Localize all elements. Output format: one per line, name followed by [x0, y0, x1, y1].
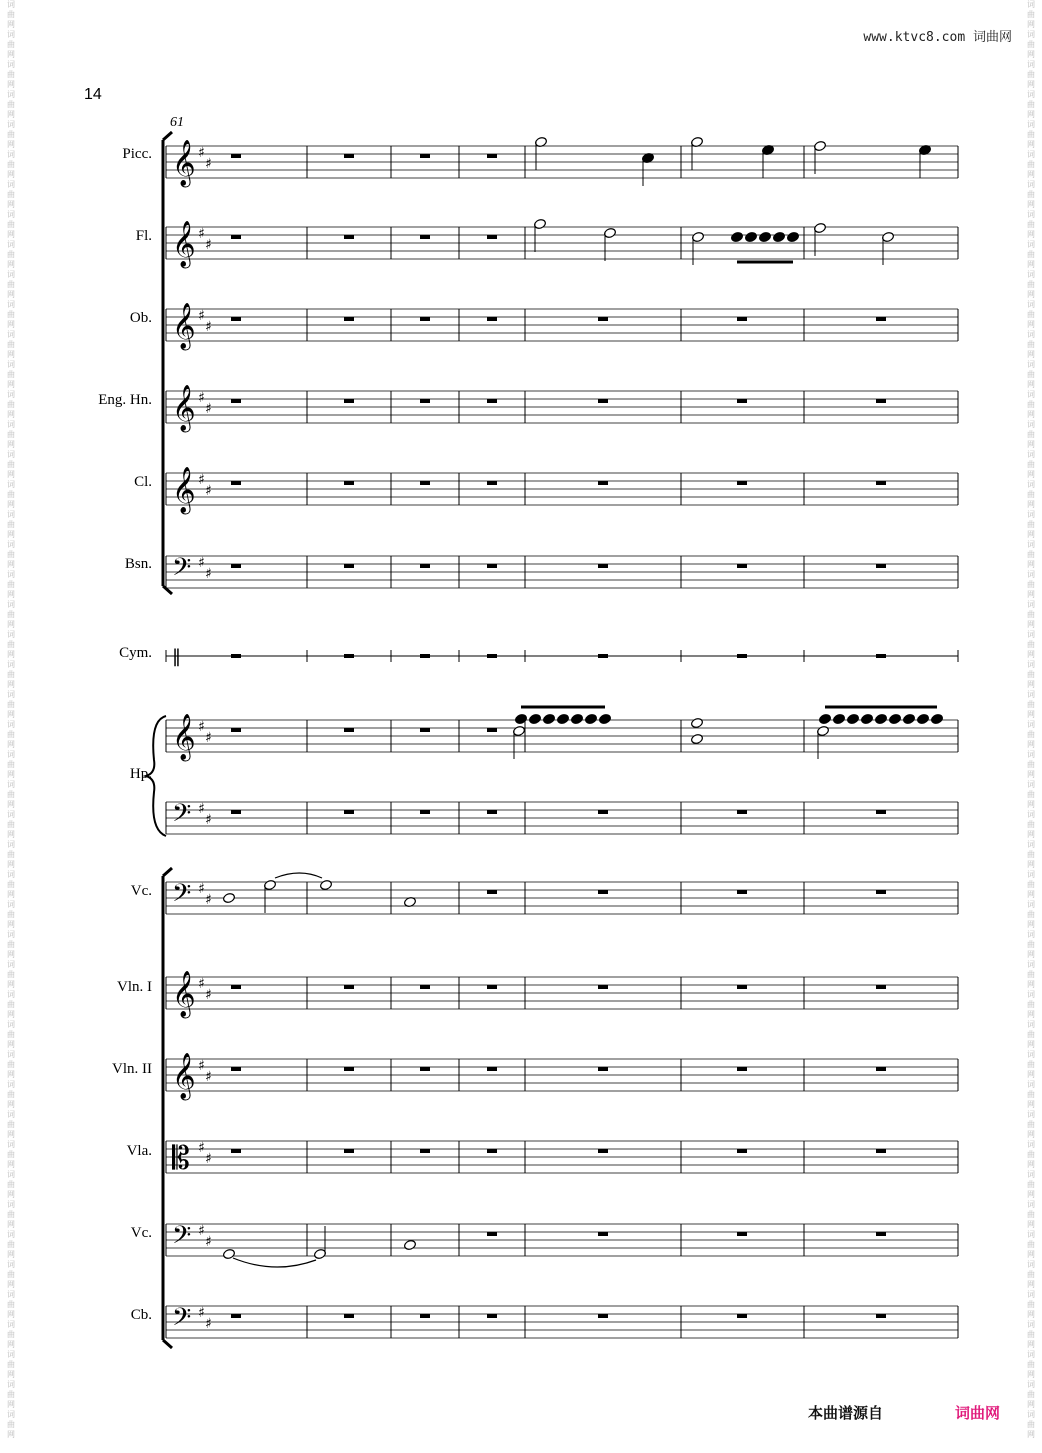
- instrument-label: Ob.: [129, 310, 152, 326]
- rest-icon: [344, 317, 354, 321]
- sharp-icon: ♯: [205, 156, 212, 172]
- clef-icon: 𝄢: [172, 879, 192, 914]
- rest-icon: [231, 1149, 241, 1153]
- rest-icon: [487, 154, 497, 158]
- rest-icon: [598, 1149, 608, 1153]
- note: [403, 1239, 416, 1250]
- staff: [166, 140, 958, 188]
- note: [930, 713, 943, 724]
- staff: [166, 553, 958, 588]
- rest-icon: [344, 564, 354, 568]
- staff: [166, 1139, 958, 1177]
- note: [846, 713, 859, 724]
- sharp-icon: ♯: [205, 987, 212, 1003]
- staff: [166, 879, 958, 914]
- sharp-icon: ♯: [205, 237, 212, 253]
- rest-icon: [487, 890, 497, 894]
- sharp-icon: ♯: [198, 1058, 205, 1074]
- rest-icon: [737, 481, 747, 485]
- rest-icon: [737, 317, 747, 321]
- rest-icon: [598, 399, 608, 403]
- staff: [166, 385, 958, 433]
- rest-icon: [487, 985, 497, 989]
- staff: [166, 1303, 958, 1338]
- instrument-label: Vln. II: [112, 1061, 152, 1077]
- note: [744, 231, 757, 242]
- rest-icon: [737, 1149, 747, 1153]
- clef-icon: 𝄢: [172, 1303, 192, 1338]
- staff: [166, 467, 958, 515]
- rest-icon: [876, 890, 886, 894]
- staff: [166, 303, 958, 351]
- staff: [166, 1221, 958, 1256]
- staves: [166, 140, 958, 1338]
- staff: [166, 799, 958, 834]
- sharp-icon: ♯: [198, 555, 205, 571]
- note: [584, 713, 597, 724]
- rest-icon: [420, 481, 430, 485]
- rest-icon: [598, 317, 608, 321]
- note: [556, 713, 569, 724]
- string-bracket: [163, 868, 172, 1348]
- clef-icon: 𝄞: [172, 1053, 196, 1099]
- note: [690, 717, 703, 728]
- note: [860, 713, 873, 724]
- staff: [166, 1053, 958, 1101]
- rest-icon: [487, 728, 497, 732]
- rest-icon: [344, 1314, 354, 1318]
- rest-icon: [420, 654, 430, 658]
- note: [514, 713, 527, 724]
- staff: [166, 221, 958, 269]
- rest-icon: [231, 317, 241, 321]
- instrument-label: Cym.: [119, 645, 152, 661]
- rest-icon: [420, 564, 430, 568]
- sharp-icon: ♯: [198, 1140, 205, 1156]
- note: [570, 713, 583, 724]
- sharp-icon: ♯: [198, 881, 205, 897]
- rest-icon: [231, 399, 241, 403]
- site-url[interactable]: www.ktvc8.com: [863, 30, 966, 45]
- rest-icon: [344, 235, 354, 239]
- rest-icon: [231, 1067, 241, 1071]
- rest-icon: [420, 810, 430, 814]
- footer-logo[interactable]: 词曲网: [955, 1404, 1001, 1422]
- rest-icon: [344, 654, 354, 658]
- note: [542, 713, 555, 724]
- instrument-label: Bsn.: [124, 556, 152, 572]
- rest-icon: [598, 654, 608, 658]
- rest-icon: [737, 1314, 747, 1318]
- rest-icon: [420, 728, 430, 732]
- rest-icon: [487, 810, 497, 814]
- rest-icon: [231, 481, 241, 485]
- rest-icon: [598, 810, 608, 814]
- clef-icon: 𝄞: [172, 221, 196, 267]
- staff: [166, 971, 958, 1019]
- sharp-icon: ♯: [198, 145, 205, 161]
- rest-icon: [420, 1314, 430, 1318]
- rest-icon: [487, 1149, 497, 1153]
- rest-icon: [487, 1067, 497, 1071]
- rest-icon: [487, 564, 497, 568]
- measure-number: 61: [170, 115, 184, 130]
- page-number: 14: [84, 86, 102, 103]
- rest-icon: [876, 1232, 886, 1236]
- rest-icon: [487, 1314, 497, 1318]
- rest-icon: [344, 728, 354, 732]
- rest-icon: [420, 317, 430, 321]
- rest-icon: [231, 1314, 241, 1318]
- instrument-label: Cl.: [134, 474, 152, 490]
- note: [319, 879, 332, 890]
- clef-icon: 𝄡: [172, 1139, 190, 1177]
- rest-icon: [737, 1067, 747, 1071]
- note: [730, 231, 743, 242]
- rest-icon: [420, 235, 430, 239]
- rest-icon: [876, 1149, 886, 1153]
- instrument-label: Eng. Hn.: [98, 392, 152, 408]
- rest-icon: [876, 985, 886, 989]
- clef-icon: 𝄢: [172, 1221, 192, 1256]
- rest-icon: [876, 810, 886, 814]
- instrument-label: Vc.: [130, 883, 152, 899]
- rest-icon: [487, 1232, 497, 1236]
- note: [902, 713, 915, 724]
- sharp-icon: ♯: [205, 566, 212, 582]
- rest-icon: [598, 1314, 608, 1318]
- sharp-icon: ♯: [198, 1223, 205, 1239]
- rest-icon: [344, 985, 354, 989]
- sharp-icon: ♯: [198, 390, 205, 406]
- note: [222, 892, 235, 903]
- note: [758, 231, 771, 242]
- sharp-icon: ♯: [198, 976, 205, 992]
- rest-icon: [344, 1149, 354, 1153]
- clef-icon: 𝄢: [172, 799, 192, 834]
- rest-icon: [487, 481, 497, 485]
- note: [874, 713, 887, 724]
- sharp-icon: ♯: [205, 730, 212, 746]
- sharp-icon: ♯: [205, 1069, 212, 1085]
- rest-icon: [876, 317, 886, 321]
- clef-icon: 𝄞: [172, 971, 196, 1017]
- note: [818, 713, 831, 724]
- rest-icon: [420, 985, 430, 989]
- sharp-icon: ♯: [198, 472, 205, 488]
- rest-icon: [876, 399, 886, 403]
- note: [916, 713, 929, 724]
- rest-icon: [737, 985, 747, 989]
- clef-icon: 𝄞: [172, 714, 196, 760]
- rest-icon: [420, 1067, 430, 1071]
- sharp-icon: ♯: [205, 1316, 212, 1332]
- rest-icon: [737, 890, 747, 894]
- instrument-label: Vc.: [130, 1225, 152, 1241]
- clef-icon: 𝄞: [172, 385, 196, 431]
- rest-icon: [737, 654, 747, 658]
- rest-icon: [487, 235, 497, 239]
- instrument-label: Fl.: [135, 228, 152, 244]
- rest-icon: [598, 564, 608, 568]
- sharp-icon: ♯: [205, 892, 212, 908]
- rest-icon: [876, 1314, 886, 1318]
- rest-icon: [420, 1149, 430, 1153]
- rest-icon: [598, 1232, 608, 1236]
- rest-icon: [737, 1232, 747, 1236]
- site-name[interactable]: 词曲网: [972, 30, 1012, 45]
- rest-icon: [876, 564, 886, 568]
- instrument-label: Vla.: [126, 1143, 152, 1159]
- rest-icon: [344, 154, 354, 158]
- staff: [166, 646, 958, 667]
- rest-icon: [876, 654, 886, 658]
- note: [786, 231, 799, 242]
- sharp-icon: ♯: [205, 1234, 212, 1250]
- rest-icon: [231, 654, 241, 658]
- rest-icon: [420, 154, 430, 158]
- wind-bracket: [163, 132, 172, 594]
- note: [832, 713, 845, 724]
- note: [772, 231, 785, 242]
- rest-icon: [487, 317, 497, 321]
- left-watermark-strip: 词 曲 网 词 曲 网 词 曲 网 词 曲 网 词 曲 网 词 曲 网 词 曲 网 词 曲 网 词 曲 网 词 曲 网 词 曲 网 词 曲 网 词 曲 网 词 曲 网 词 曲 网 词 曲 网 词 曲 网 词 曲 网 词 曲 网 词 曲 网 词 曲 网 词 曲 网 词 曲 网 词 曲 网 词 曲 网 词 曲 网 词 曲 网 词 曲 网 词 曲 网 词 曲 网 词 曲 网 词 曲 网 词 曲 网 词 曲 网 词 曲 网 词 曲 网 词 曲 网 词 曲 网 词 曲 网 词 曲 网 词 曲 网 词 曲 网 词 曲 网 词 曲 网 词 曲 网 词 曲 网 词 曲 网 词 曲 网: [7, 0, 15, 1439]
- sharp-icon: ♯: [205, 319, 212, 335]
- rest-icon: [231, 235, 241, 239]
- note: [598, 713, 611, 724]
- note: [690, 733, 703, 744]
- clef-icon: 𝄞: [172, 303, 196, 349]
- right-watermark-strip: 词 曲 网 词 曲 网 词 曲 网 词 曲 网 词 曲 网 词 曲 网 词 曲 网 词 曲 网 词 曲 网 词 曲 网 词 曲 网 词 曲 网 词 曲 网 词 曲 网 词 曲 网 词 曲 网 词 曲 网 词 曲 网 词 曲 网 词 曲 网 词 曲 网 词 曲 网 词 曲 网 词 曲 网 词 曲 网 词 曲 网 词 曲 网 词 曲 网 词 曲 网 词 曲 网 词 曲 网 词 曲 网 词 曲 网 词 曲 网 词 曲 网 词 曲 网 词 曲 网 词 曲 网 词 曲 网 词 曲 网 词 曲 网 词 曲 网 词 曲 网 词 曲 网 词 曲 网 词 曲 网 词 曲 网 词 曲 网: [1027, 0, 1035, 1439]
- sharp-icon: ♯: [205, 812, 212, 828]
- sharp-icon: ♯: [205, 1151, 212, 1167]
- clef-icon: 𝄢: [172, 553, 192, 588]
- instrument-label: Vln. I: [117, 979, 152, 995]
- clef-icon: 𝄞: [172, 467, 196, 513]
- rest-icon: [231, 985, 241, 989]
- note: [528, 713, 541, 724]
- rest-icon: [598, 985, 608, 989]
- rest-icon: [344, 810, 354, 814]
- rest-icon: [876, 1067, 886, 1071]
- rest-icon: [344, 399, 354, 403]
- rest-icon: [344, 1067, 354, 1071]
- rest-icon: [737, 399, 747, 403]
- instrument-label: Picc.: [122, 146, 152, 162]
- rest-icon: [876, 481, 886, 485]
- note: [888, 713, 901, 724]
- rest-icon: [231, 810, 241, 814]
- footer-source-text: 本曲谱源自: [808, 1404, 884, 1422]
- clef-icon: ‖: [172, 646, 181, 667]
- rest-icon: [231, 564, 241, 568]
- instrument-label: Hp.: [129, 766, 152, 782]
- rest-icon: [231, 154, 241, 158]
- rest-icon: [598, 1067, 608, 1071]
- clef-icon: 𝄞: [172, 140, 196, 186]
- rest-icon: [737, 564, 747, 568]
- rest-icon: [487, 399, 497, 403]
- rest-icon: [344, 481, 354, 485]
- rest-icon: [598, 890, 608, 894]
- sharp-icon: ♯: [198, 226, 205, 242]
- instrument-label: Cb.: [130, 1307, 152, 1323]
- tie: [275, 873, 322, 878]
- sharp-icon: ♯: [198, 1305, 205, 1321]
- sharp-icon: ♯: [198, 308, 205, 324]
- rest-icon: [231, 728, 241, 732]
- sharp-icon: ♯: [205, 483, 212, 499]
- sharp-icon: ♯: [198, 801, 205, 817]
- sharp-icon: ♯: [198, 719, 205, 735]
- rest-icon: [420, 399, 430, 403]
- rest-icon: [487, 654, 497, 658]
- tie: [233, 1258, 316, 1267]
- rest-icon: [737, 810, 747, 814]
- sharp-icon: ♯: [205, 401, 212, 417]
- rest-icon: [598, 481, 608, 485]
